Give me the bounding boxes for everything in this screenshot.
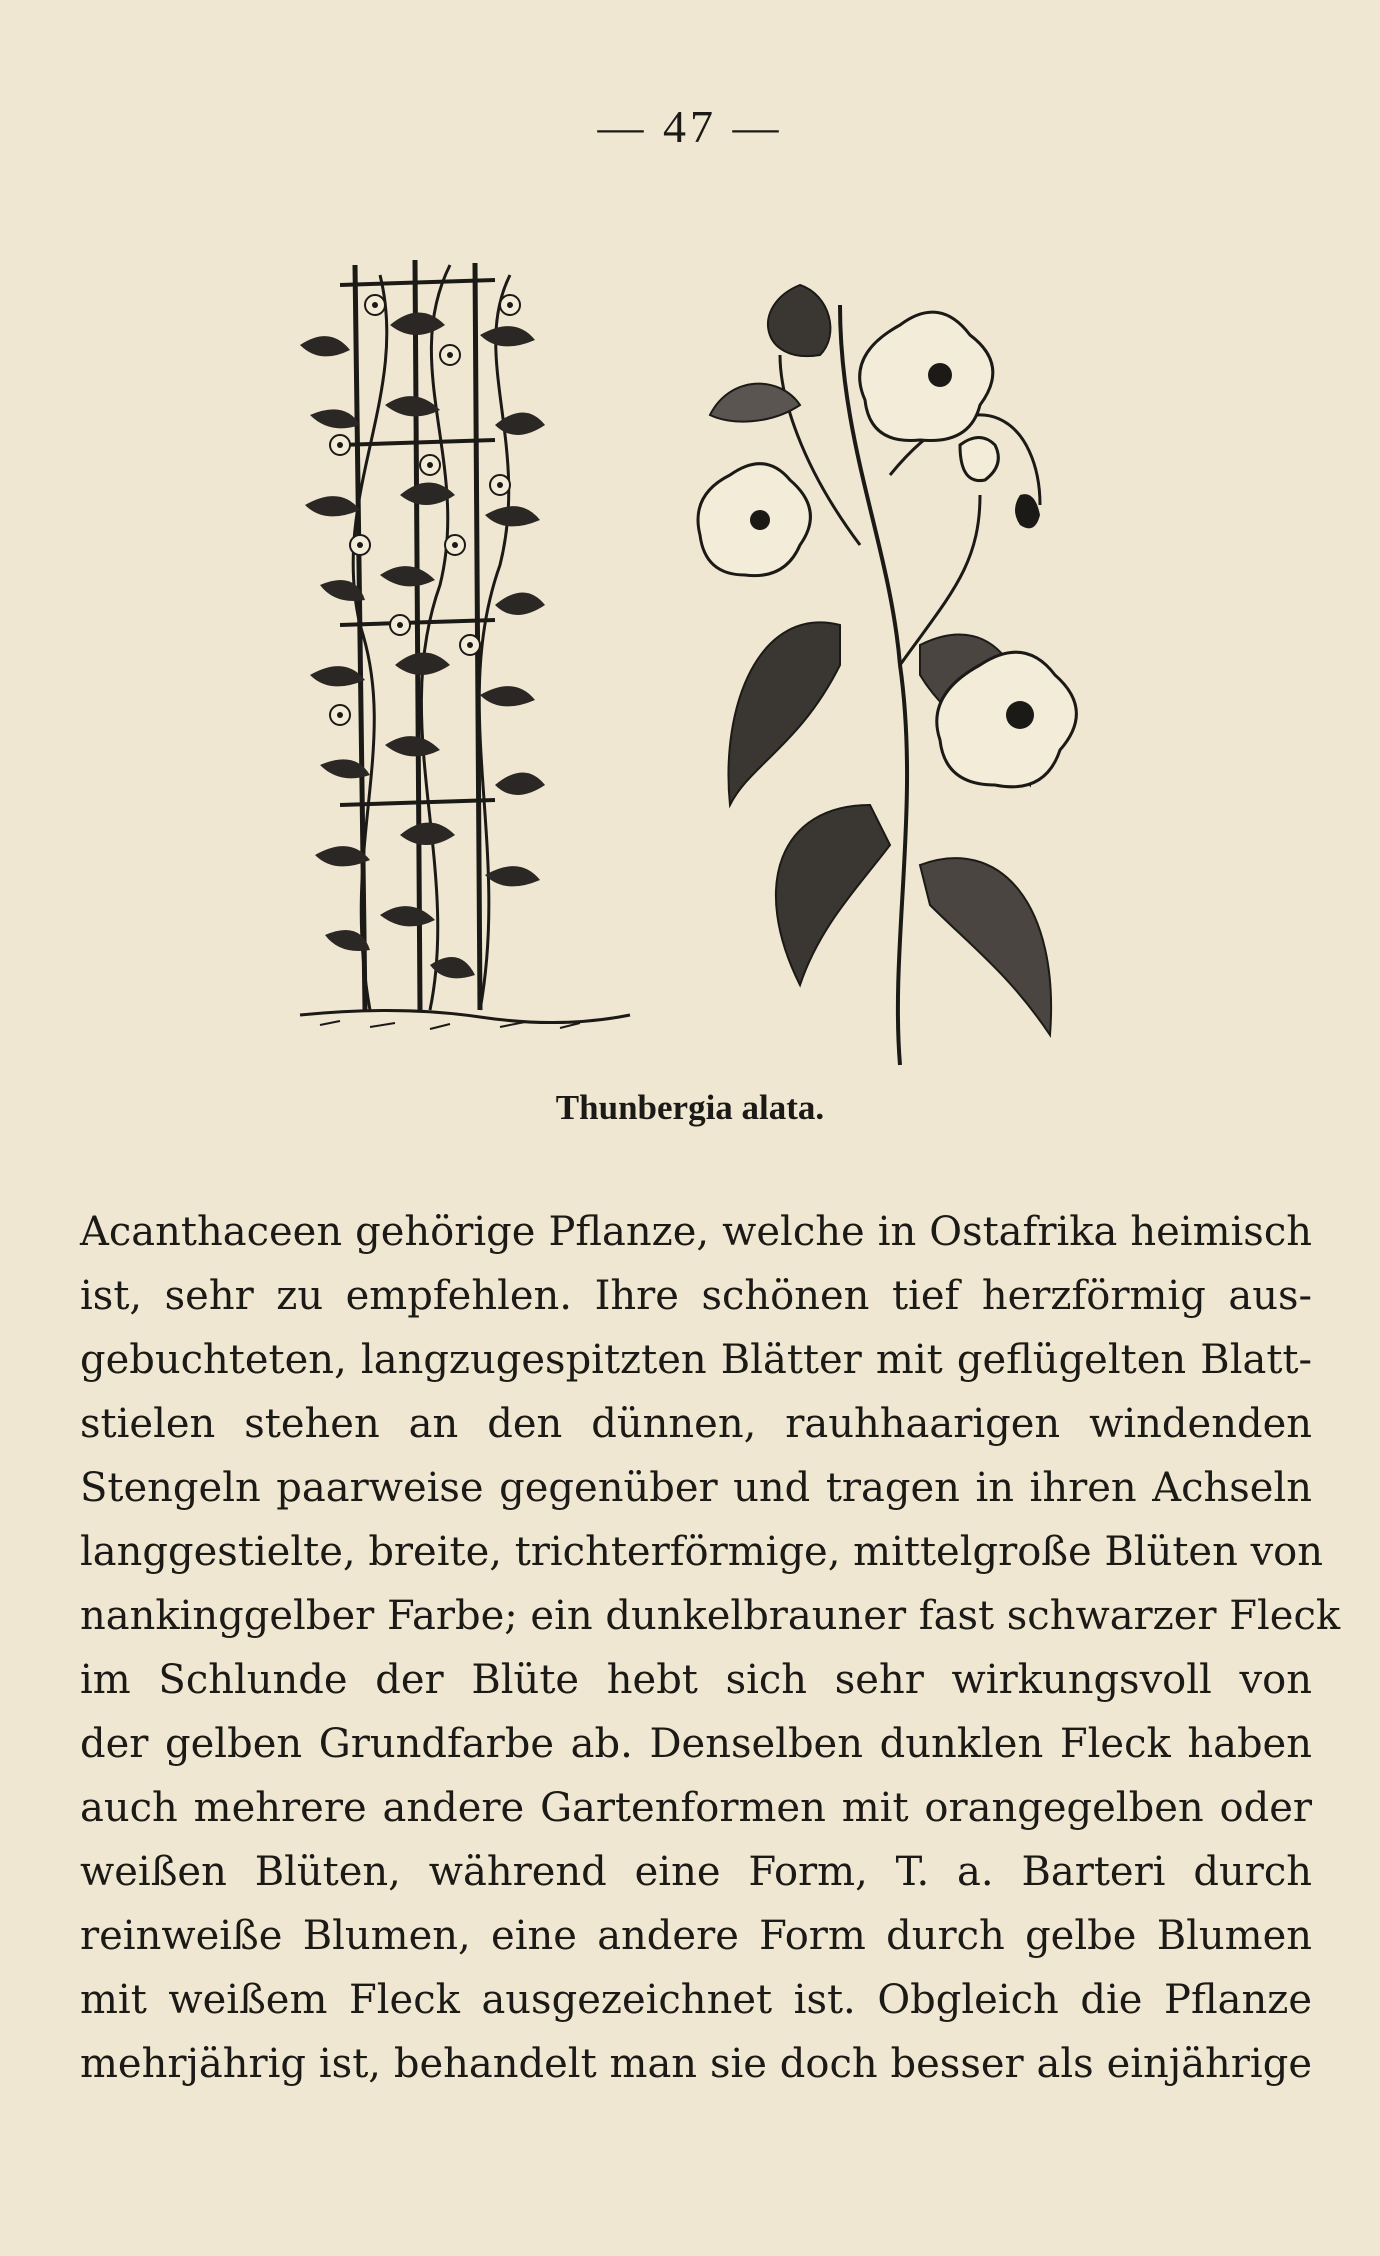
thunbergia-illustration — [280, 245, 1120, 1075]
text-line: auch mehrere andere Gartenformen mit orangegelben oder — [80, 1785, 1312, 1831]
text-line: ist, sehr zu empfehlen. Ihre schönen tief herzförmig aus- — [80, 1273, 1312, 1319]
text-line: mit weißem Fleck ausgezeichnet ist. Obgleich die Pflanze — [80, 1977, 1312, 2023]
body-text — [80, 1200, 1341, 2096]
text-line: mehrjährig ist, behandelt man sie doch besser als einjährige — [80, 2041, 1312, 2087]
text-line: langgestielte, breite, trichterförmige, mittelgroße Blüten von — [80, 1529, 1324, 1575]
text-line: weißen Blüten, während eine Form, T. a. Barteri durch — [80, 1849, 1312, 1895]
flowering-stem-icon — [698, 285, 1076, 1065]
figure-caption: Thunbergia alata. — [555, 1088, 825, 1127]
text-line: Acanthaceen gehörige Pflanze, welche in Ostafrika heimisch — [80, 1209, 1312, 1255]
text-line: gebuchteten, langzugespitzten Blätter mit geflügelten Blatt- — [80, 1337, 1312, 1383]
text-line: Stengeln paarweise gegenüber und tragen in ihren Achseln — [80, 1465, 1312, 1511]
text-line: der gelben Grundfarbe ab. Denselben dunklen Fleck haben — [80, 1721, 1312, 1767]
page-number: — 47 — — [597, 101, 783, 152]
text-line: im Schlunde der Blüte hebt sich sehr wirkungsvoll von — [80, 1657, 1312, 1703]
text-line: nankinggelber Farbe; ein dunkelbrauner fast schwarzer Fleck — [80, 1593, 1341, 1639]
text-line: stielen stehen an den dünnen, rauhhaarigen windenden — [80, 1401, 1312, 1447]
text-line: reinweiße Blumen, eine andere Form durch gelbe Blumen — [80, 1913, 1312, 1959]
